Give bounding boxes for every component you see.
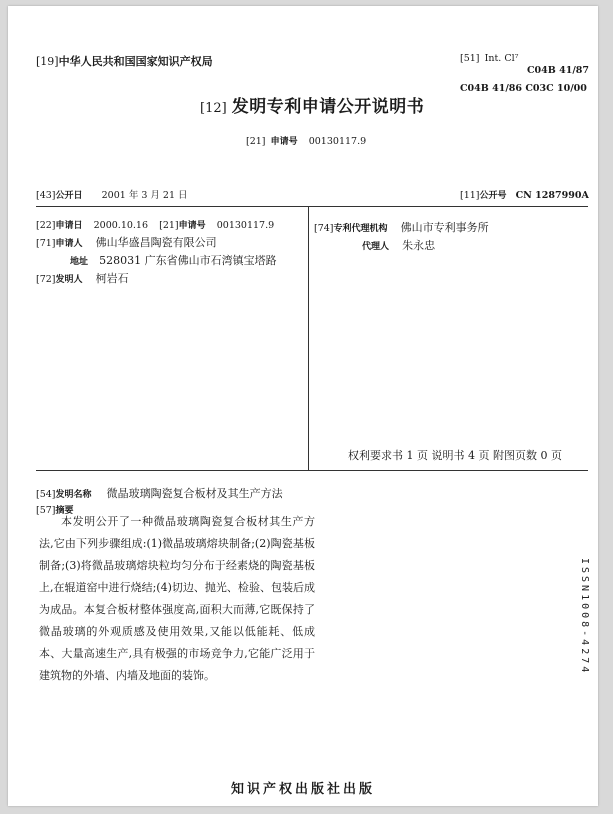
pubno-value: CN 1287990A bbox=[515, 190, 589, 201]
pubno-code: [11] bbox=[460, 190, 480, 201]
divider-middle bbox=[36, 470, 588, 471]
office-name: 中华人民共和国国家知识产权局 bbox=[58, 55, 213, 68]
intcl-code: [51] bbox=[460, 53, 480, 64]
patent-page bbox=[8, 6, 598, 806]
agency-code: [74] bbox=[314, 223, 334, 234]
pubdate-label: 公开日 bbox=[55, 191, 83, 201]
agency-label: 专利代理机构 bbox=[333, 224, 388, 234]
publisher-footer: 知识产权出版社出版 bbox=[230, 782, 375, 797]
intcl-secondary: C04B 41/86 C03C 10/00 bbox=[460, 83, 587, 94]
pubdate-code: [43] bbox=[36, 190, 56, 201]
address-line bbox=[70, 249, 277, 268]
applicant-value: 佛山华盛昌陶瓷有限公司 bbox=[95, 236, 217, 249]
inventor-value: 柯岩石 bbox=[95, 272, 129, 285]
biblio-appno-value: 00130117.9 bbox=[216, 220, 275, 231]
biblio-appno-label: 申请号 bbox=[178, 221, 206, 231]
agent-label: 代理人 bbox=[362, 242, 390, 252]
invention-title-code: [54] bbox=[36, 489, 56, 500]
invention-title-value: 微晶玻璃陶瓷复合板材及其生产方法 bbox=[106, 487, 283, 500]
doc-type-code: [12] bbox=[200, 101, 227, 116]
agent-line bbox=[362, 234, 435, 253]
pubno-line bbox=[460, 183, 589, 202]
doc-type-title: 发明专利申请公开说明书 bbox=[231, 97, 425, 117]
filing-value: 2000.10.16 bbox=[93, 220, 149, 231]
agency-value: 佛山市专利事务所 bbox=[400, 221, 489, 234]
abstract-label: 摘要 bbox=[55, 506, 74, 516]
inventor-code: [72] bbox=[36, 274, 56, 285]
abstract-text: 本发明公开了一种微晶玻璃陶瓷复合板材其生产方法,它由下列步骤组成:(1)微晶玻璃熔块制备;(2)陶瓷基板制备;(3)将微晶玻璃熔块粒均匀分布于经素烧的陶瓷基板上,在辊道窑中进行烧结;(4)切边、抛光、检验、包装后成为成品。本复合板材整体强度高,面积大而薄,它既保持了微晶玻璃的外观质感及使用效果,又能以低能耗、低成本、大量高速生产,具有极强的市场竞争力,它能广泛用于建筑物的外墙、内墙及地面的装饰。 bbox=[39, 515, 315, 682]
divider-top bbox=[36, 206, 588, 207]
intcl-primary: C04B 41/87 bbox=[527, 65, 590, 76]
inventor-label: 发明人 bbox=[55, 275, 83, 285]
header-appno-label: 申请号 bbox=[270, 137, 298, 147]
biblio-appno-code: [21] bbox=[159, 220, 179, 231]
divider-vertical bbox=[308, 206, 309, 470]
office-line bbox=[36, 50, 213, 69]
applicant-code: [71] bbox=[36, 238, 56, 249]
intcl-label: Int. Cl⁷ bbox=[484, 53, 519, 64]
intcl-block bbox=[460, 46, 518, 65]
filing-code: [22] bbox=[36, 220, 56, 231]
office-code: [19] bbox=[36, 55, 59, 68]
address-value: 528031 广东省佛山市石湾镇宝塔路 bbox=[99, 254, 277, 267]
agency-line bbox=[314, 216, 489, 235]
abstract-code: [57] bbox=[36, 505, 56, 516]
filing-line bbox=[36, 213, 274, 232]
page-counts: 权利要求书 1 页 说明书 4 页 附图页数 0 页 bbox=[348, 449, 562, 462]
applicant-label: 申请人 bbox=[55, 239, 83, 249]
inventor-line bbox=[36, 267, 129, 286]
doc-type-line bbox=[200, 92, 424, 117]
pubdate-line bbox=[36, 183, 188, 202]
address-label: 地址 bbox=[70, 257, 89, 267]
filing-label: 申请日 bbox=[55, 221, 83, 231]
pubdate-value: 2001 年 3 月 21 日 bbox=[101, 190, 188, 201]
header-appno-value: 00130117.9 bbox=[308, 136, 367, 147]
header-appno-code: [21] bbox=[246, 136, 266, 147]
applicant-line bbox=[36, 231, 217, 250]
pubno-label: 公开号 bbox=[479, 191, 507, 201]
issn-vertical: ISSN1008-4274 bbox=[579, 558, 590, 676]
agent-value: 朱永忠 bbox=[402, 239, 436, 252]
header-appno-line bbox=[246, 129, 366, 148]
invention-title-label: 发明名称 bbox=[55, 490, 92, 500]
